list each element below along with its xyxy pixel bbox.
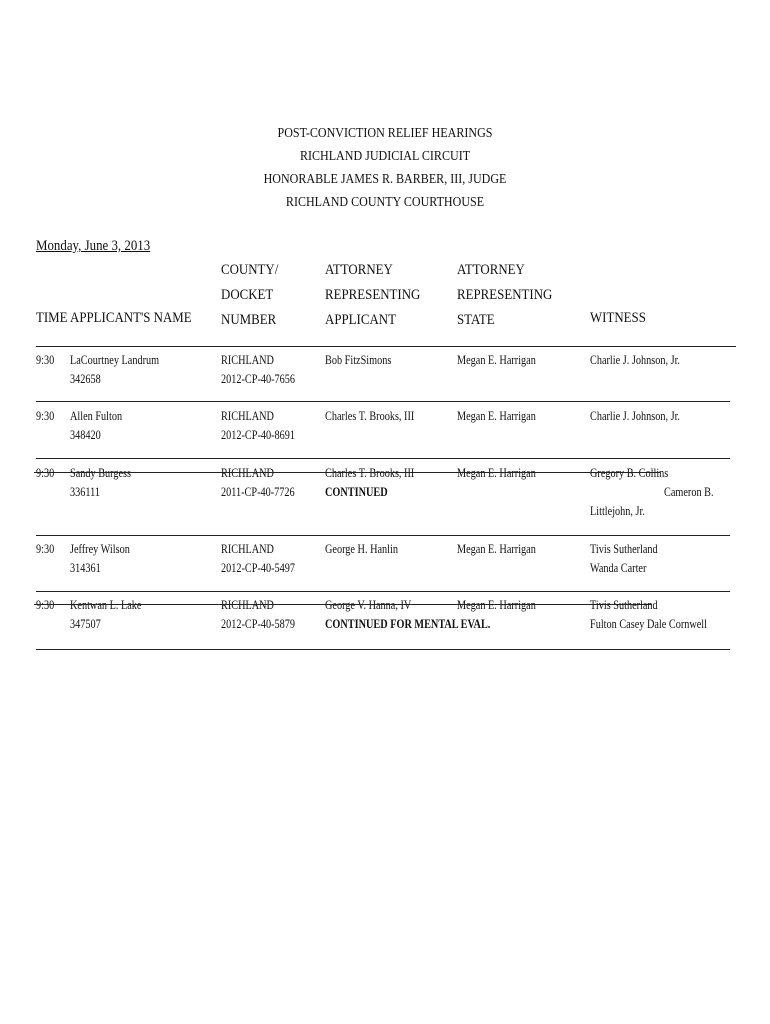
row-attorney: Charles T. Brooks, III bbox=[325, 409, 415, 423]
row-state-attorney: Megan E. Harrigan bbox=[457, 542, 536, 556]
row-applicant: LaCourtney Landrum 342658 bbox=[70, 353, 160, 386]
col-header-attorney-state: ATTORNEY REPRESENTING STATE bbox=[457, 262, 553, 328]
strikethrough-line bbox=[34, 604, 652, 605]
col-header-witness: WITNESS bbox=[590, 310, 646, 326]
row-witness: Tivis Sutherland Fulton Casey Dale Cornwell bbox=[590, 598, 708, 631]
row-applicant: Jeffrey Wilson 314361 bbox=[70, 542, 130, 575]
row-time: 9:30 bbox=[36, 598, 55, 612]
row-attorney: Bob FitzSimons bbox=[325, 353, 392, 367]
row-docket: RICHLAND 2012-CP-40-5497 bbox=[221, 542, 296, 575]
col-header-attorney-applicant: ATTORNEY REPRESENTING APPLICANT bbox=[325, 262, 421, 328]
continued-note: CONTINUED FOR MENTAL EVAL. bbox=[325, 617, 491, 631]
row-attorney: George V. Hanna, IV CONTINUED FOR MENTAL EVAL. bbox=[325, 596, 490, 634]
row-divider bbox=[36, 649, 730, 650]
header-title: POST-CONVICTION RELIEF HEARINGS bbox=[277, 126, 493, 141]
header-courthouse: RICHLAND COUNTY COURTHOUSE bbox=[285, 195, 485, 210]
row-divider bbox=[36, 591, 730, 592]
header-divider bbox=[36, 346, 736, 347]
row-witness-2: Cameron B. bbox=[664, 485, 714, 499]
row-state-attorney: Megan E. Harrigan bbox=[457, 409, 536, 423]
row-attorney: George H. Hanlin bbox=[325, 542, 398, 556]
row-docket: RICHLAND 2012-CP-40-7656 bbox=[221, 353, 296, 386]
row-divider bbox=[36, 458, 730, 459]
row-attorney: Charles T. Brooks, III CONTINUED bbox=[325, 464, 414, 502]
row-docket: RICHLAND 2012-CP-40-5879 bbox=[221, 598, 296, 631]
row-divider bbox=[36, 401, 730, 402]
header-circuit: RICHLAND JUDICIAL CIRCUIT bbox=[299, 149, 471, 164]
row-witness: Charlie J. Johnson, Jr. bbox=[590, 353, 680, 367]
row-docket: RICHLAND 2011-CP-40-7726 bbox=[221, 466, 295, 499]
row-state-attorney: Megan E. Harrigan bbox=[457, 598, 536, 612]
col-header-applicant: APPLICANT'S NAME bbox=[70, 310, 192, 326]
header-judge: HONORABLE JAMES R. BARBER, III, JUDGE bbox=[263, 172, 507, 187]
hearing-date: Monday, June 3, 2013 bbox=[36, 238, 151, 254]
row-state-attorney: Megan E. Harrigan bbox=[457, 353, 536, 367]
row-applicant: Kentwan L. Lake 347507 bbox=[70, 598, 142, 631]
row-witness: Gregory B. Collins bbox=[590, 466, 669, 480]
row-witness: Charlie J. Johnson, Jr. bbox=[590, 409, 680, 423]
row-applicant: Allen Fulton 348420 bbox=[70, 409, 123, 442]
continued-note: CONTINUED bbox=[325, 485, 388, 499]
row-divider bbox=[36, 535, 730, 536]
document-header bbox=[54, 122, 716, 214]
col-header-county: COUNTY/ DOCKET NUMBER bbox=[221, 262, 279, 328]
row-witness: Tivis Sutherland Wanda Carter bbox=[590, 542, 658, 575]
row-time: 9:30 bbox=[36, 466, 55, 480]
row-time: 9:30 bbox=[36, 353, 55, 367]
row-state-attorney: Megan E. Harrigan bbox=[457, 466, 536, 480]
row-applicant: Sandy Burgess 336111 bbox=[70, 466, 132, 499]
col-header-time: TIME bbox=[36, 310, 68, 326]
row-witness-3: Littlejohn, Jr. bbox=[590, 504, 645, 518]
row-docket: RICHLAND 2012-CP-40-8691 bbox=[221, 409, 296, 442]
row-time: 9:30 bbox=[36, 542, 55, 556]
strikethrough-line bbox=[34, 472, 660, 473]
row-time: 9:30 bbox=[36, 409, 55, 423]
